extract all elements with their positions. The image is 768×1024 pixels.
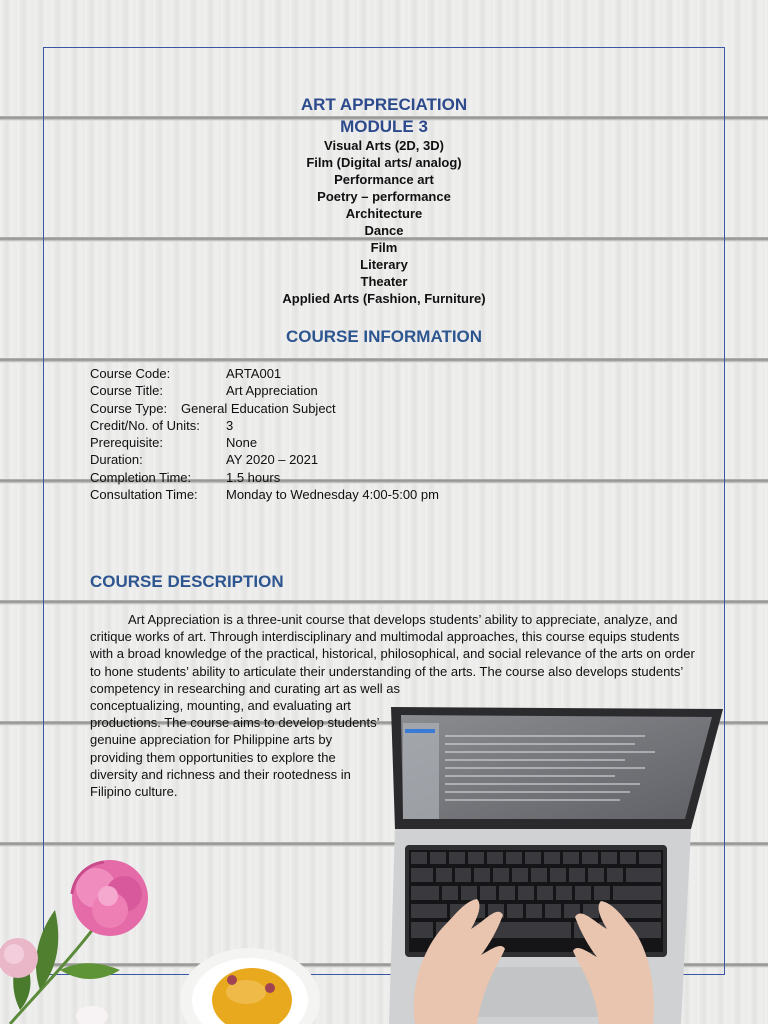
- topic-item: Literary: [360, 257, 408, 272]
- topic-item: Theater: [360, 274, 408, 289]
- row-value: AY 2020 – 2021: [226, 452, 319, 468]
- row-label: Course Title:: [90, 383, 163, 399]
- topic-item: Dance: [364, 223, 404, 238]
- module-title: MODULE 3: [340, 117, 428, 136]
- topic-item: Film: [370, 240, 398, 255]
- laptop-photo: [385, 705, 730, 1024]
- row-value: General Education Subject: [181, 400, 336, 416]
- row-value: 1.5 hours: [226, 469, 281, 485]
- row-value: 3: [226, 417, 234, 433]
- description-paragraph: Art Appreciation is a three-unit course that develops students’ ability to appreciate, analyze, and critique works of art. Through interdisciplinary and multimodal approaches, this course equips students with a broad knowledge of the practical, historical, philosophical, and social relevance of the arts on order to hone students’ ability to articulate their understanding of the arts. The course also develops students’ competency in researching and curating art as well as: [90, 612, 695, 696]
- row-label: Duration:: [90, 452, 143, 468]
- topic-item: Architecture: [345, 206, 423, 221]
- row-value: Art Appreciation: [226, 383, 318, 399]
- course-information-heading: COURSE INFORMATION: [285, 327, 483, 346]
- topic-item: Film (Digital arts/ analog): [306, 155, 462, 170]
- topic-item: Applied Arts (Fashion, Furniture): [282, 291, 486, 306]
- topic-list: [0, 137, 768, 307]
- row-label: Credit/No. of Units:: [90, 417, 200, 433]
- document-title: ART APPRECIATION: [300, 95, 468, 114]
- topic-item: Performance art: [334, 172, 434, 187]
- row-value: ARTA001: [226, 366, 282, 381]
- row-label: Course Code:: [90, 366, 171, 381]
- flower-tea-photo: [0, 850, 340, 1024]
- row-label: Consultation Time:: [90, 487, 198, 503]
- row-value: Monday to Wednesday 4:00-5:00 pm: [226, 487, 439, 503]
- row-label: Course Type:: [90, 400, 168, 416]
- row-label: Completion Time:: [90, 469, 192, 485]
- topic-item: Poetry – performance: [317, 189, 451, 204]
- row-value: None: [226, 435, 258, 451]
- course-description-heading: COURSE DESCRIPTION: [90, 572, 284, 591]
- topic-item: Visual Arts (2D, 3D): [324, 138, 444, 153]
- row-label: Prerequisite:: [90, 435, 163, 451]
- description-paragraph-wrapped: conceptualizing, mounting, and evaluating art productions. The course aims to develop students’ genuine appreciation for Philippine arts by providing them opportunities to explore the diversity and richness and their rootedness in Filipino culture.: [90, 698, 380, 800]
